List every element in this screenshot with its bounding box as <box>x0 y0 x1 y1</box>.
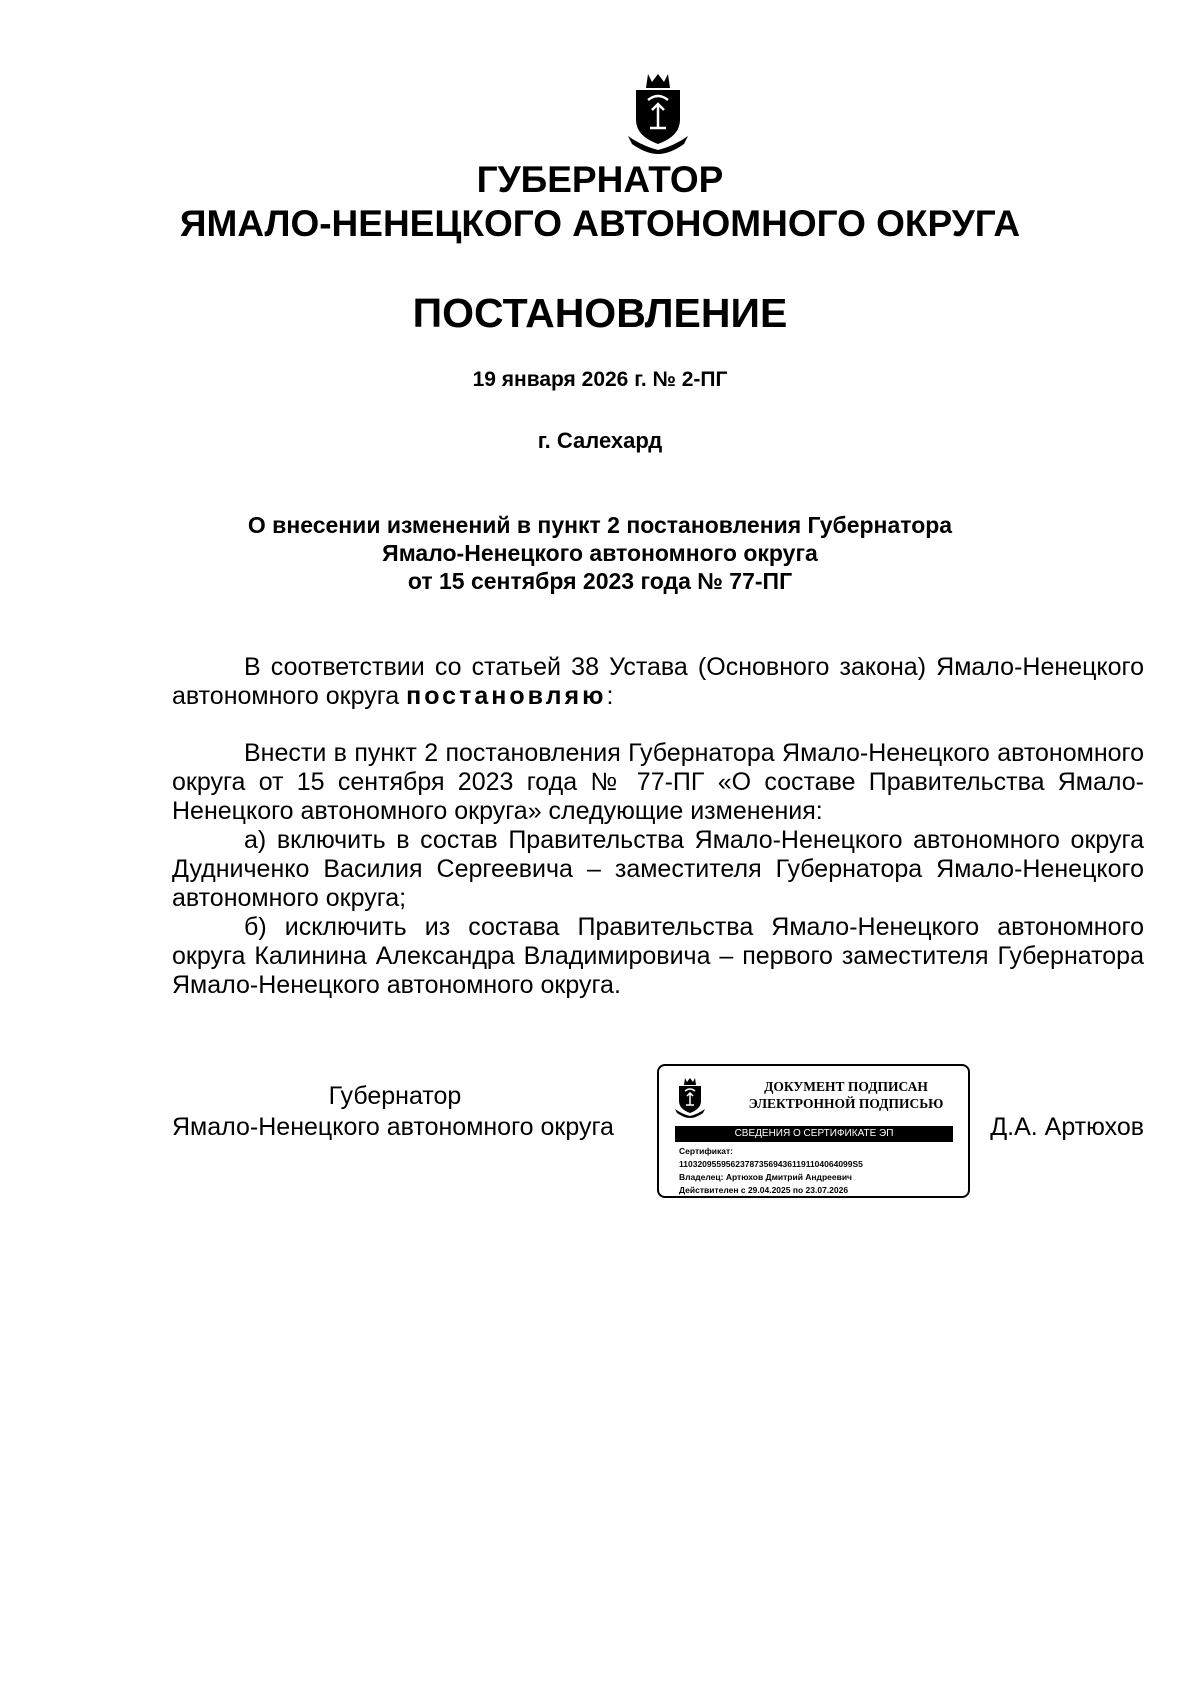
paragraph-item-b: б) исключить из состава Правительства Ямало-Ненецкого автономного округа Калинина Александра Владимировича – первого заместителя Губернатора Ямало-Ненецкого автономного округа. <box>172 913 1144 999</box>
document-subject <box>0 511 1200 595</box>
coat-of-arms-icon <box>624 70 692 154</box>
electronic-signature-stamp <box>657 1064 970 1198</box>
document-date-number: 19 января 2026 г. № 2-ПГ <box>472 368 728 391</box>
subject-line1: О внесении изменений в пункт 2 постановления Губернатора <box>247 512 953 538</box>
signer-position-line1: Губернатор <box>328 1082 462 1110</box>
subject-line2: Ямало-Ненецкого автономного округа <box>382 540 818 566</box>
paragraph-basis-end: : <box>606 682 614 710</box>
stamp-cert-label: Сертификат: <box>679 1146 733 1156</box>
paragraph-changes-intro: Внести в пункт 2 постановления Губернатора Ямало-Ненецкого автономного округа от 15 сентября 2023 года № 77-ПГ «О составе Правительства Ямало-Ненецкого автономного округа» следующие изменения: <box>172 739 1144 825</box>
authority-title-line2: ЯМАЛО-НЕНЕЦКОГО АВТОНОМНОГО ОКРУГА <box>179 203 1021 244</box>
document-type: ПОСТАНОВЛЕНИЕ <box>412 290 788 336</box>
decree-keyword: постановляю <box>406 682 607 710</box>
authority-title-line1: ГУБЕРНАТОР <box>476 159 724 200</box>
paragraph-changes <box>172 739 1144 1000</box>
paragraph-basis-text: В соответствии со статьей 38 Устава (Основного закона) Ямало-Ненецкого автономного округа <box>172 653 1144 710</box>
stamp-valid: Действителен с 29.04.2025 по 23.07.2026 <box>679 1185 849 1195</box>
paragraph-basis <box>172 653 1144 711</box>
stamp-certificate-header: СВЕДЕНИЯ О СЕРТИФИКАТЕ ЭП <box>675 1126 953 1142</box>
stamp-owner: Владелец: Артюхов Дмитрий Андреевич <box>679 1172 852 1182</box>
subject-line3: от 15 сентября 2023 года № 77-ПГ <box>407 568 793 594</box>
stamp-title-line2: ЭЛЕКТРОННОЙ ПОДПИСЬЮ <box>748 1096 944 1111</box>
signer-name: Д.А. Артюхов <box>990 1113 1144 1141</box>
paragraph-item-a: а) включить в состав Правительства Ямало-Ненецкого автономного округа Дудниченко Василия Сергеевича – заместителя Губернатора Ямало-Ненецкого автономного округа; <box>172 826 1144 912</box>
stamp-title <box>731 1078 961 1112</box>
document-city: г. Салехард <box>537 428 663 453</box>
signer-position-line2: Ямало-Ненецкого автономного округа <box>172 1113 614 1141</box>
stamp-coat-of-arms-icon <box>673 1076 707 1118</box>
stamp-certificate-details <box>679 1145 965 1197</box>
stamp-cert-number: 1103209559562378735694361191104064099S5 <box>679 1159 863 1169</box>
signer-position <box>172 1081 652 1143</box>
stamp-title-line1: ДОКУМЕНТ ПОДПИСАН <box>764 1079 928 1094</box>
